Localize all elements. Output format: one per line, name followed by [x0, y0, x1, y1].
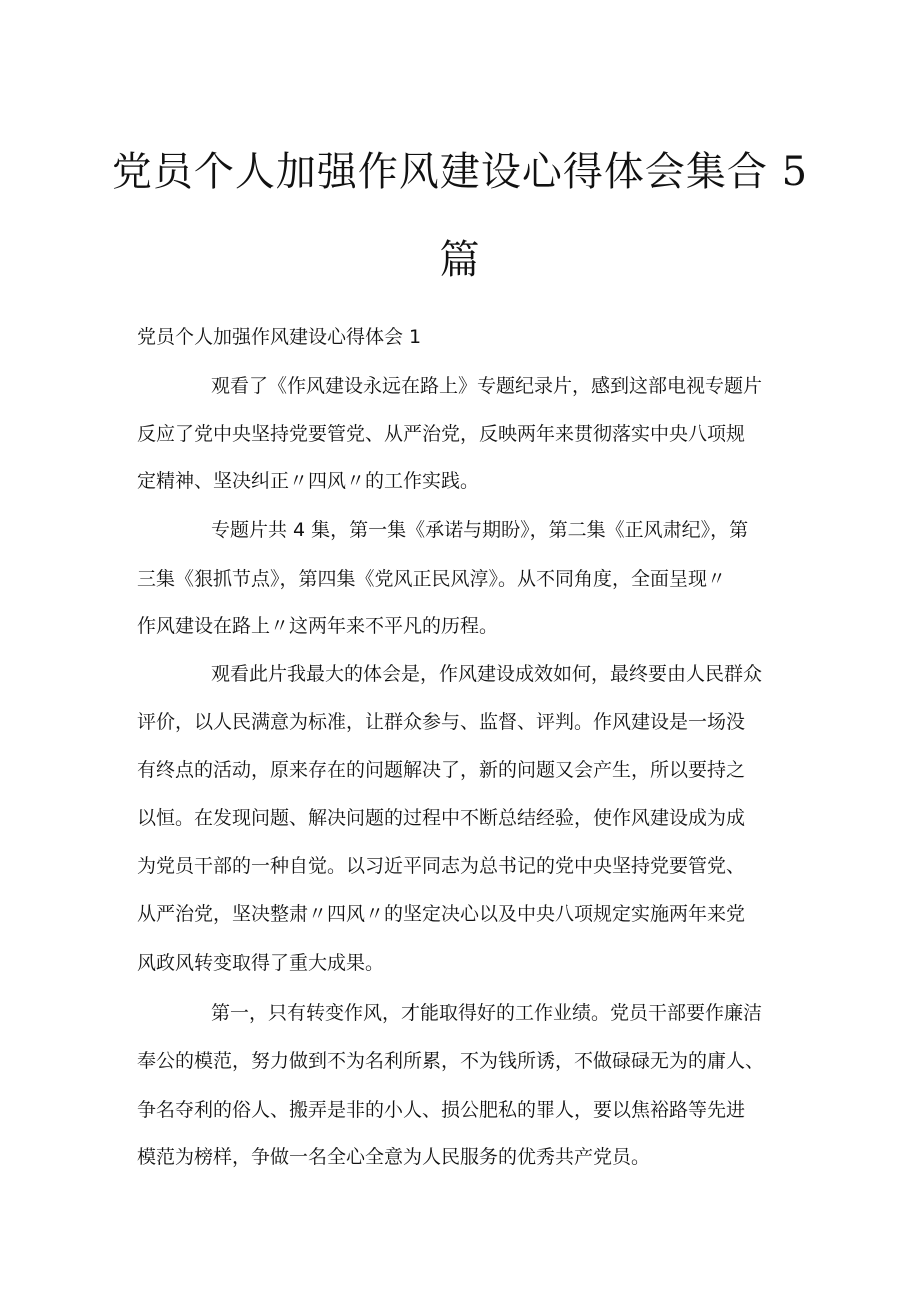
paragraph-3-line-5: 为党员干部的一种自觉。以习近平同志为总书记的党中央坚持党要管党、	[137, 855, 746, 877]
paragraph-4-line-4: 模范为榜样，争做一名全心全意为人民服务的优秀共产党员。	[137, 1146, 651, 1168]
section-heading: 党员个人加强作风建设心得体会 1	[137, 326, 422, 348]
paragraph-4-line-1: 第一，只有转变作风，才能取得好的工作业绩。党员干部要作廉洁	[211, 1002, 763, 1024]
paragraph-4-line-2: 奉公的模范，努力做到不为名利所累，不为钱所诱，不做碌碌无为的庸人、	[137, 1050, 765, 1072]
paragraph-3-line-4: 以恒。在发现问题、解决问题的过程中不断总结经验，使作风建设成为成	[137, 807, 746, 829]
paragraph-3-line-3: 有终点的活动，原来存在的问题解决了，新的问题又会产生，所以要持之	[137, 759, 746, 781]
paragraph-1-line-1: 观看了《作风建设永远在路上》专题纪录片，感到这部电视专题片	[211, 375, 763, 397]
document-title-line-2: 篇	[439, 237, 481, 283]
paragraph-2-line-1: 专题片共 4 集，第一集《承诺与期盼》，第二集《正风肃纪》，第	[211, 519, 749, 541]
paragraph-1-line-2: 反应了党中央坚持党要管党、从严治党，反映两年来贯彻落实中央八项规	[137, 423, 746, 445]
document-title-line-1: 党员个人加强作风建设心得体会集合 5	[111, 149, 809, 195]
paragraph-3-line-6: 从严治党，坚决整肃〃四风〃的坚定决心以及中央八项规定实施两年来党	[137, 903, 746, 925]
paragraph-2-line-3: 作风建设在路上〃这两年来不平凡的历程。	[137, 615, 499, 637]
paragraph-3-line-7: 风政风转变取得了重大成果。	[137, 952, 385, 974]
paragraph-4-line-3: 争名夺利的俗人、搬弄是非的小人、损公肥私的罪人，要以焦裕路等先进	[137, 1099, 746, 1121]
paragraph-3-line-2: 评价，以人民满意为标准，让群众参与、监督、评判。作风建设是一场没	[137, 711, 746, 733]
paragraph-3-line-1: 观看此片我最大的体会是，作风建设成效如何，最终要由人民群众	[211, 663, 763, 685]
paragraph-1-line-3: 定精神、坚决纠正〃四风〃的工作实践。	[137, 470, 480, 492]
paragraph-2-line-2: 三集《狠抓节点》，第四集《党风正民风淳》。从不同角度，全面呈现〃	[137, 568, 727, 590]
